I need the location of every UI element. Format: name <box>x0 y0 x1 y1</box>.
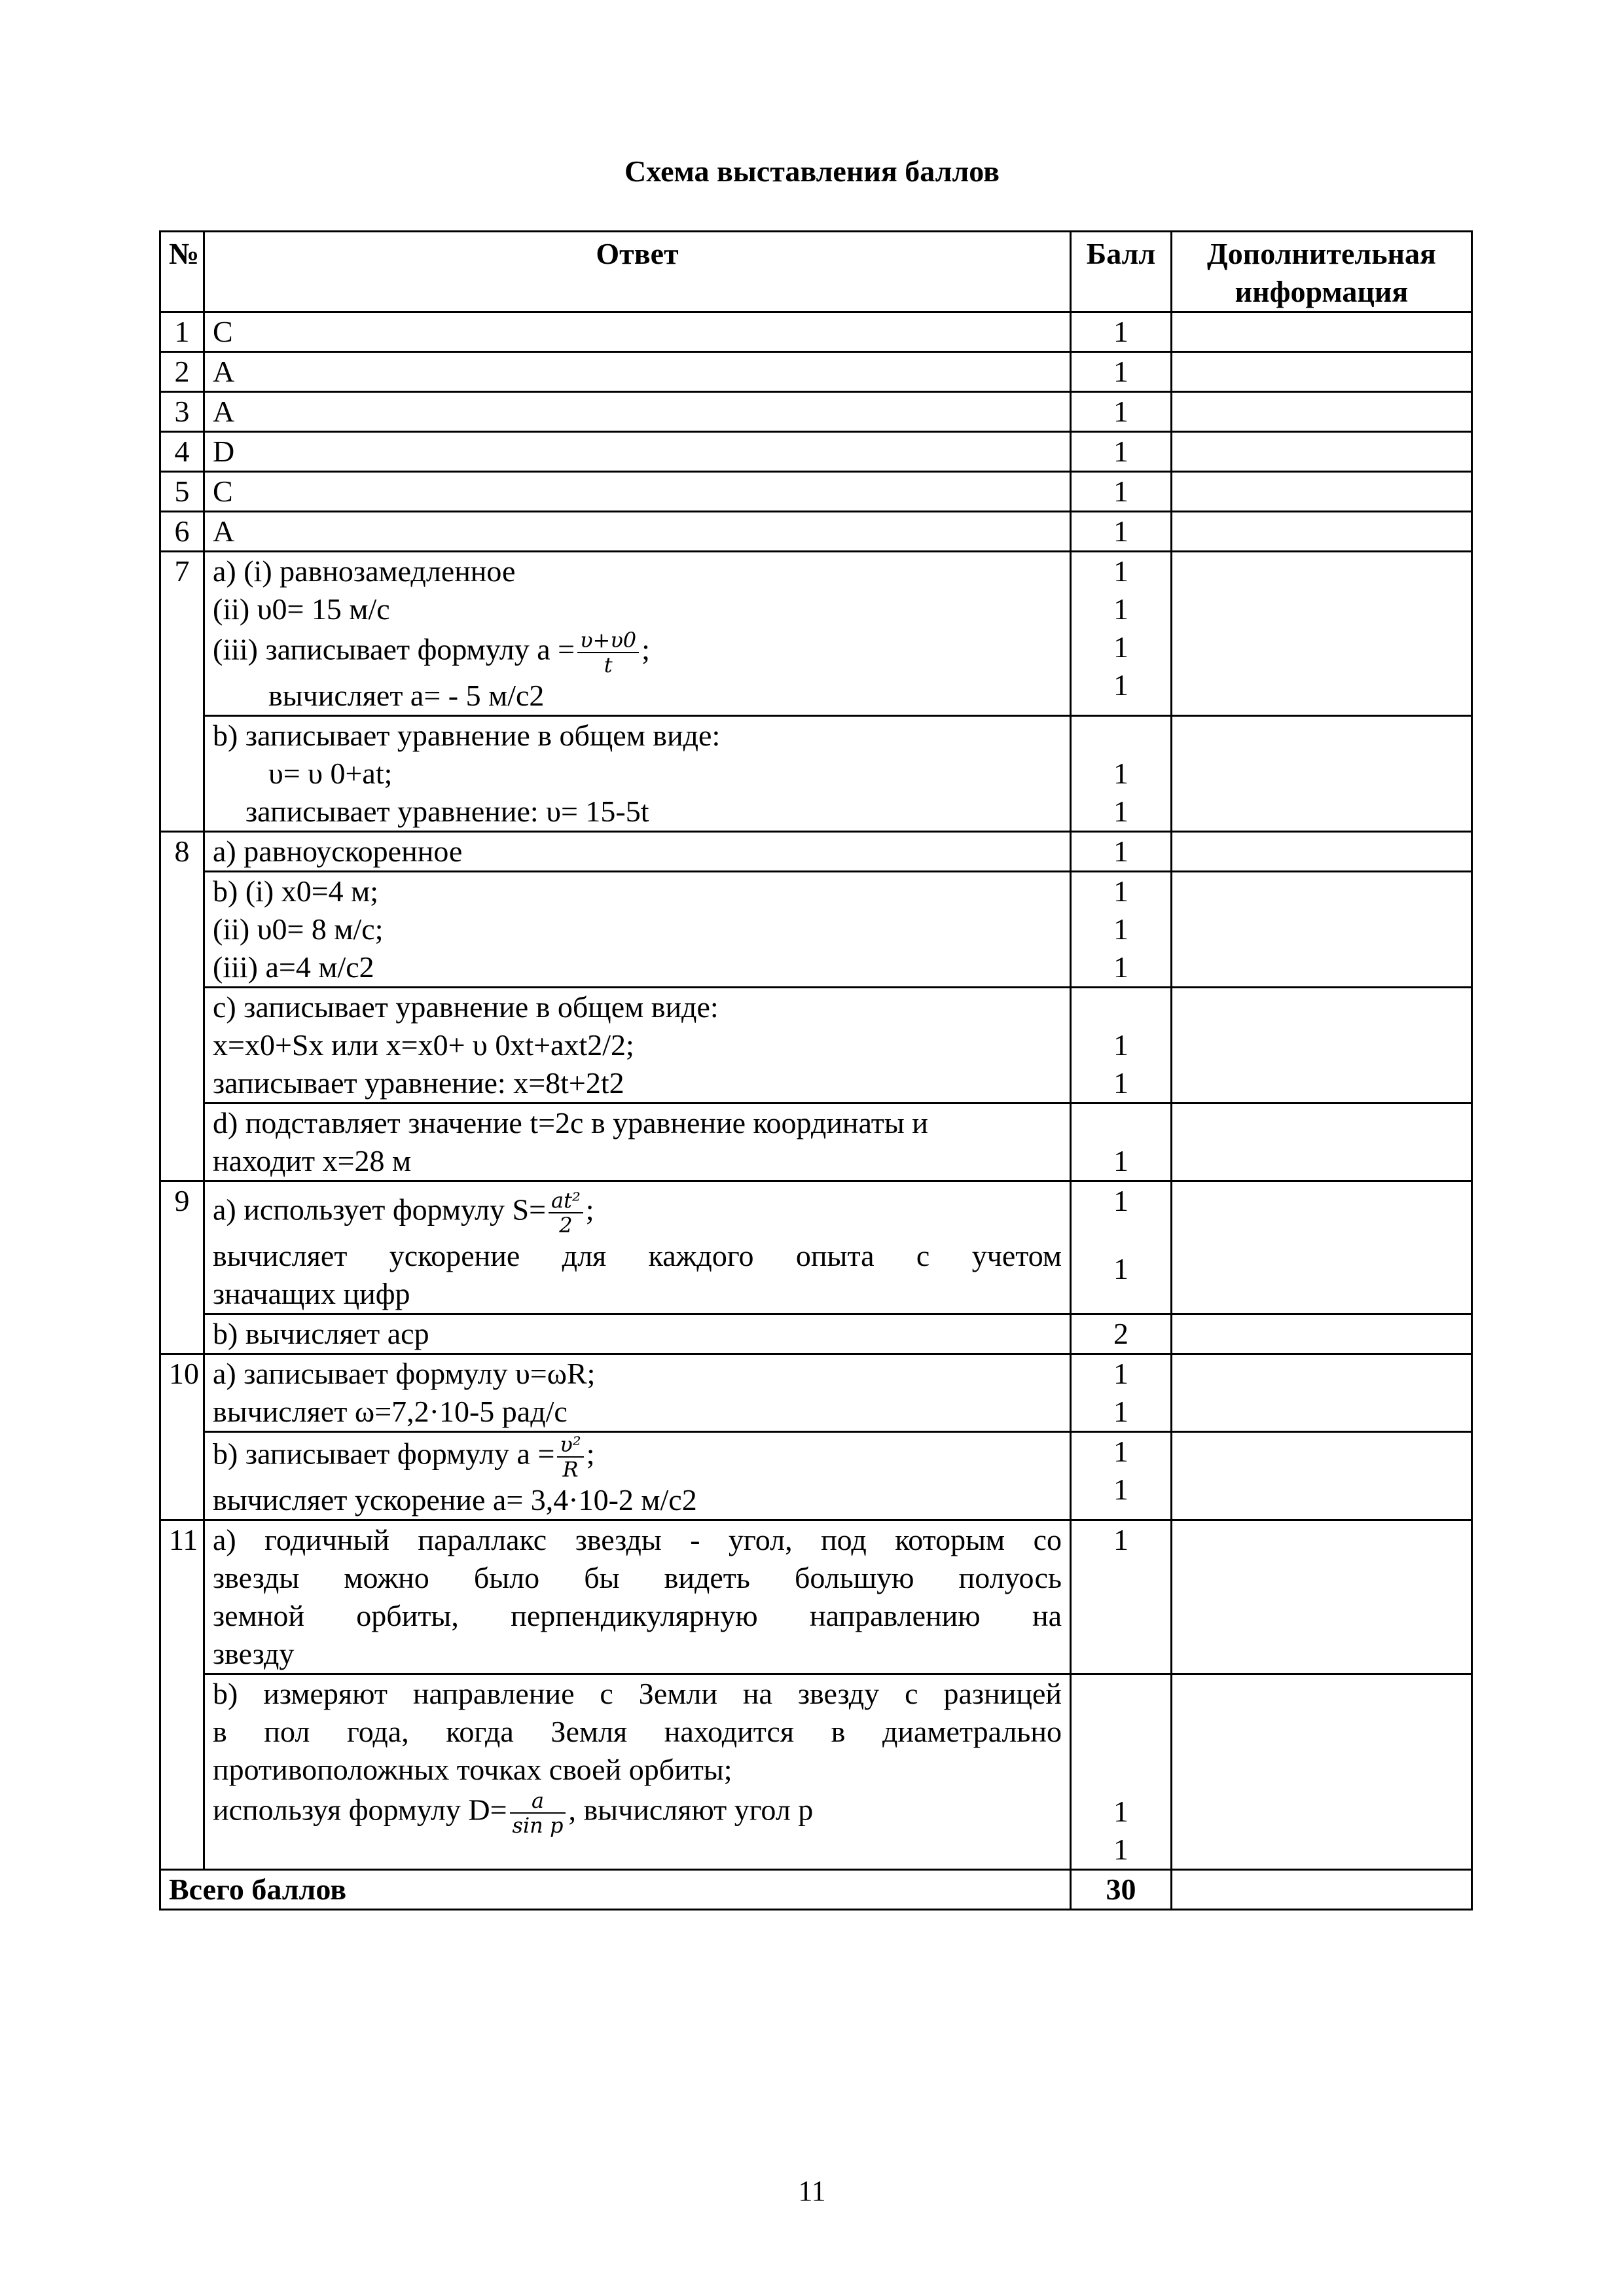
row-number: 8 <box>160 832 204 1181</box>
points-value: 1 <box>1113 1184 1128 1217</box>
fraction <box>549 1189 583 1237</box>
answer-cell <box>204 716 1071 832</box>
info-cell <box>1172 312 1472 352</box>
points-cell <box>1071 1432 1172 1520</box>
row-number: 4 <box>160 432 204 472</box>
points-cell <box>1071 1181 1172 1314</box>
answer-line: вычисляет ускорение для каждого опыта с учетом <box>213 1239 1062 1272</box>
info-cell <box>1172 1432 1472 1520</box>
answer-line: a) записывает формулу υ=ωR; <box>213 1357 596 1390</box>
info-cell <box>1172 1520 1472 1674</box>
answer-line <box>213 1433 1062 1481</box>
info-cell <box>1172 1870 1472 1910</box>
table-row <box>160 1103 1472 1181</box>
row-number: 7 <box>160 552 204 832</box>
answer-line: b) (i) x0=4 м; <box>213 874 379 908</box>
points-value: 1 <box>1113 1435 1128 1468</box>
points-value: 1 <box>1113 592 1128 626</box>
row-number: 3 <box>160 392 204 432</box>
points-value: 1 <box>1113 757 1128 790</box>
points-cell: 1 <box>1071 832 1172 872</box>
header-answer: Ответ <box>204 232 1071 312</box>
total-points: 30 <box>1071 1870 1172 1910</box>
header-points: Балл <box>1071 232 1172 312</box>
points-value: 1 <box>1113 630 1128 664</box>
points-value: 1 <box>1113 1395 1128 1428</box>
info-cell <box>1172 872 1472 988</box>
points-cell: 2 <box>1071 1314 1172 1354</box>
answer-line: записывает уравнение: x=8t+2t2 <box>213 1066 624 1100</box>
points-cell: 1 <box>1071 1520 1172 1674</box>
answer-cell <box>204 1520 1071 1674</box>
answer-cell: b) вычисляет aср <box>204 1314 1071 1354</box>
points-cell: 1 <box>1071 512 1172 552</box>
table-row <box>160 988 1472 1103</box>
answer-line: c) записывает уравнение в общем виде: <box>213 990 719 1024</box>
formula-suffix: ; <box>585 1193 594 1227</box>
points-cell <box>1071 988 1172 1103</box>
answer-cell: a) равноускоренное <box>204 832 1071 872</box>
info-cell <box>1172 1314 1472 1354</box>
page-title: Схема выставления баллов <box>624 154 1000 188</box>
formula-suffix: , вычисляют угол p <box>568 1793 814 1827</box>
answer-cell <box>204 1103 1071 1181</box>
table-header-row <box>160 232 1472 312</box>
points-cell <box>1071 716 1172 832</box>
points-cell <box>1071 552 1172 716</box>
answer-line: x=x0+Sx или x=x0+ υ 0xt+axt2/2; <box>213 1028 634 1062</box>
answer-cell: C <box>204 312 1071 352</box>
row-number: 1 <box>160 312 204 352</box>
points-value: 1 <box>1113 1066 1128 1100</box>
answer-line <box>213 1789 1062 1837</box>
points-value: 1 <box>1113 950 1128 984</box>
answer-cell <box>204 872 1071 988</box>
points-value: 1 <box>1113 795 1128 828</box>
fraction-denominator: t <box>604 653 613 677</box>
fraction-denominator: 2 <box>559 1213 573 1238</box>
table-row <box>160 1520 1472 1674</box>
scoring-table <box>159 230 1473 1910</box>
answer-cell: D <box>204 432 1071 472</box>
info-cell <box>1172 988 1472 1103</box>
table-row <box>160 392 1472 432</box>
answer-line: в пол года, когда Земля находится в диаметрально <box>213 1715 1062 1748</box>
answer-line: находит x=28 м <box>213 1144 412 1177</box>
info-cell <box>1172 1103 1472 1181</box>
info-cell <box>1172 512 1472 552</box>
fraction-numerator: υ² <box>557 1433 583 1458</box>
points-value: 1 <box>1113 1028 1128 1062</box>
fraction-numerator: a <box>510 1789 566 1814</box>
fraction-numerator: at² <box>549 1189 583 1213</box>
answer-line: (iii) a=4 м/с2 <box>213 950 374 984</box>
answer-line: земной орбиты, перпендикулярную направлению на <box>213 1599 1062 1632</box>
row-number: 11 <box>160 1520 204 1870</box>
answer-cell <box>204 1181 1071 1314</box>
answer-cell <box>204 1432 1071 1520</box>
info-cell <box>1172 432 1472 472</box>
answer-line: вычисляет ω=7,2·10-5 рад/с <box>213 1395 568 1428</box>
points-cell: 1 <box>1071 472 1172 512</box>
table-row <box>160 832 1472 872</box>
answer-line: вычисляет ускорение a= 3,4·10-2 м/с2 <box>213 1483 697 1516</box>
points-cell <box>1071 1674 1172 1870</box>
info-cell <box>1172 352 1472 392</box>
row-number: 6 <box>160 512 204 552</box>
answer-line: (ii) υ0= 8 м/с; <box>213 912 384 946</box>
table-row <box>160 1354 1472 1432</box>
table-row <box>160 432 1472 472</box>
answer-line: υ= υ 0+at; <box>268 757 393 790</box>
table-row <box>160 716 1472 832</box>
info-cell <box>1172 716 1472 832</box>
info-cell <box>1172 1181 1472 1314</box>
points-value: 1 <box>1113 1252 1128 1285</box>
formula-suffix: ; <box>641 632 650 666</box>
points-cell: 1 <box>1071 312 1172 352</box>
points-cell: 1 <box>1071 352 1172 392</box>
answer-line: записывает уравнение: υ= 15-5t <box>245 795 649 828</box>
points-cell: 1 <box>1071 392 1172 432</box>
table-row <box>160 512 1472 552</box>
table-row <box>160 312 1472 352</box>
header-no: № <box>160 232 204 312</box>
table-row <box>160 1674 1472 1870</box>
answer-cell: A <box>204 352 1071 392</box>
total-label: Всего баллов <box>160 1870 1071 1910</box>
answer-cell <box>204 552 1071 716</box>
row-number: 5 <box>160 472 204 512</box>
table-row <box>160 552 1472 716</box>
page-number: 11 <box>798 2175 826 2207</box>
points-value: 1 <box>1113 912 1128 946</box>
points-value: 1 <box>1113 1473 1128 1506</box>
answer-line: a) (i) равнозамедленное <box>213 554 516 588</box>
answer-line: значащих цифр <box>213 1277 410 1310</box>
answer-cell <box>204 1674 1071 1870</box>
answer-cell <box>204 988 1071 1103</box>
answer-line: звезду <box>213 1637 295 1670</box>
answer-line: b) записывает уравнение в общем виде: <box>213 719 721 752</box>
info-cell <box>1172 392 1472 432</box>
points-cell <box>1071 1354 1172 1432</box>
answer-line: (ii) υ0= 15 м/с <box>213 592 390 626</box>
table-row <box>160 1432 1472 1520</box>
points-value: 1 <box>1113 1357 1128 1390</box>
points-cell <box>1071 872 1172 988</box>
points-cell <box>1071 1103 1172 1181</box>
answer-line: b) измеряют направление с Земли на звезду с разницей <box>213 1677 1062 1710</box>
fraction <box>557 1433 583 1481</box>
answer-line <box>213 628 1062 677</box>
answer-line <box>213 1182 1062 1237</box>
table-row <box>160 1314 1472 1354</box>
answer-line: вычисляет a= - 5 м/с2 <box>268 679 545 712</box>
table-row <box>160 472 1472 512</box>
fraction-numerator: υ+υ0 <box>577 628 639 653</box>
header-info: Дополнительная информация <box>1172 232 1472 312</box>
points-value: 1 <box>1113 1795 1128 1828</box>
table-row <box>160 872 1472 988</box>
table-row <box>160 352 1472 392</box>
info-cell <box>1172 832 1472 872</box>
points-value: 1 <box>1113 874 1128 908</box>
info-cell <box>1172 472 1472 512</box>
fraction-denominator: R <box>562 1457 579 1482</box>
row-number: 9 <box>160 1181 204 1354</box>
info-cell <box>1172 552 1472 716</box>
formula-prefix: используя формулу D= <box>213 1793 507 1827</box>
fraction-denominator: sin p <box>512 1813 564 1838</box>
answer-cell: A <box>204 512 1071 552</box>
formula-prefix: a) использует формулу S= <box>213 1193 547 1227</box>
points-value: 1 <box>1113 668 1128 702</box>
formula-prefix: (iii) записывает формулу a = <box>213 632 575 666</box>
table-row <box>160 1181 1472 1314</box>
points-value: 1 <box>1113 554 1128 588</box>
fraction <box>510 1789 566 1837</box>
answer-line: a) годичный параллакс звезды - угол, под которым со <box>213 1523 1062 1556</box>
row-number: 2 <box>160 352 204 392</box>
points-value: 1 <box>1113 1144 1128 1177</box>
points-value: 1 <box>1113 1833 1128 1866</box>
answer-cell: A <box>204 392 1071 432</box>
answer-line: противоположных точках своей орбиты; <box>213 1753 732 1786</box>
formula-prefix: b) записывает формулу a = <box>213 1437 555 1471</box>
info-cell <box>1172 1674 1472 1870</box>
total-row <box>160 1870 1472 1910</box>
answer-cell <box>204 1354 1071 1432</box>
points-cell: 1 <box>1071 432 1172 472</box>
info-cell <box>1172 1354 1472 1432</box>
answer-cell: C <box>204 472 1071 512</box>
answer-line: звезды можно было бы видеть большую полуось <box>213 1561 1062 1594</box>
row-number: 10 <box>160 1354 204 1520</box>
answer-line: d) подставляет значение t=2c в уравнение координаты и <box>213 1106 928 1139</box>
formula-suffix: ; <box>586 1437 595 1471</box>
fraction <box>577 628 639 677</box>
